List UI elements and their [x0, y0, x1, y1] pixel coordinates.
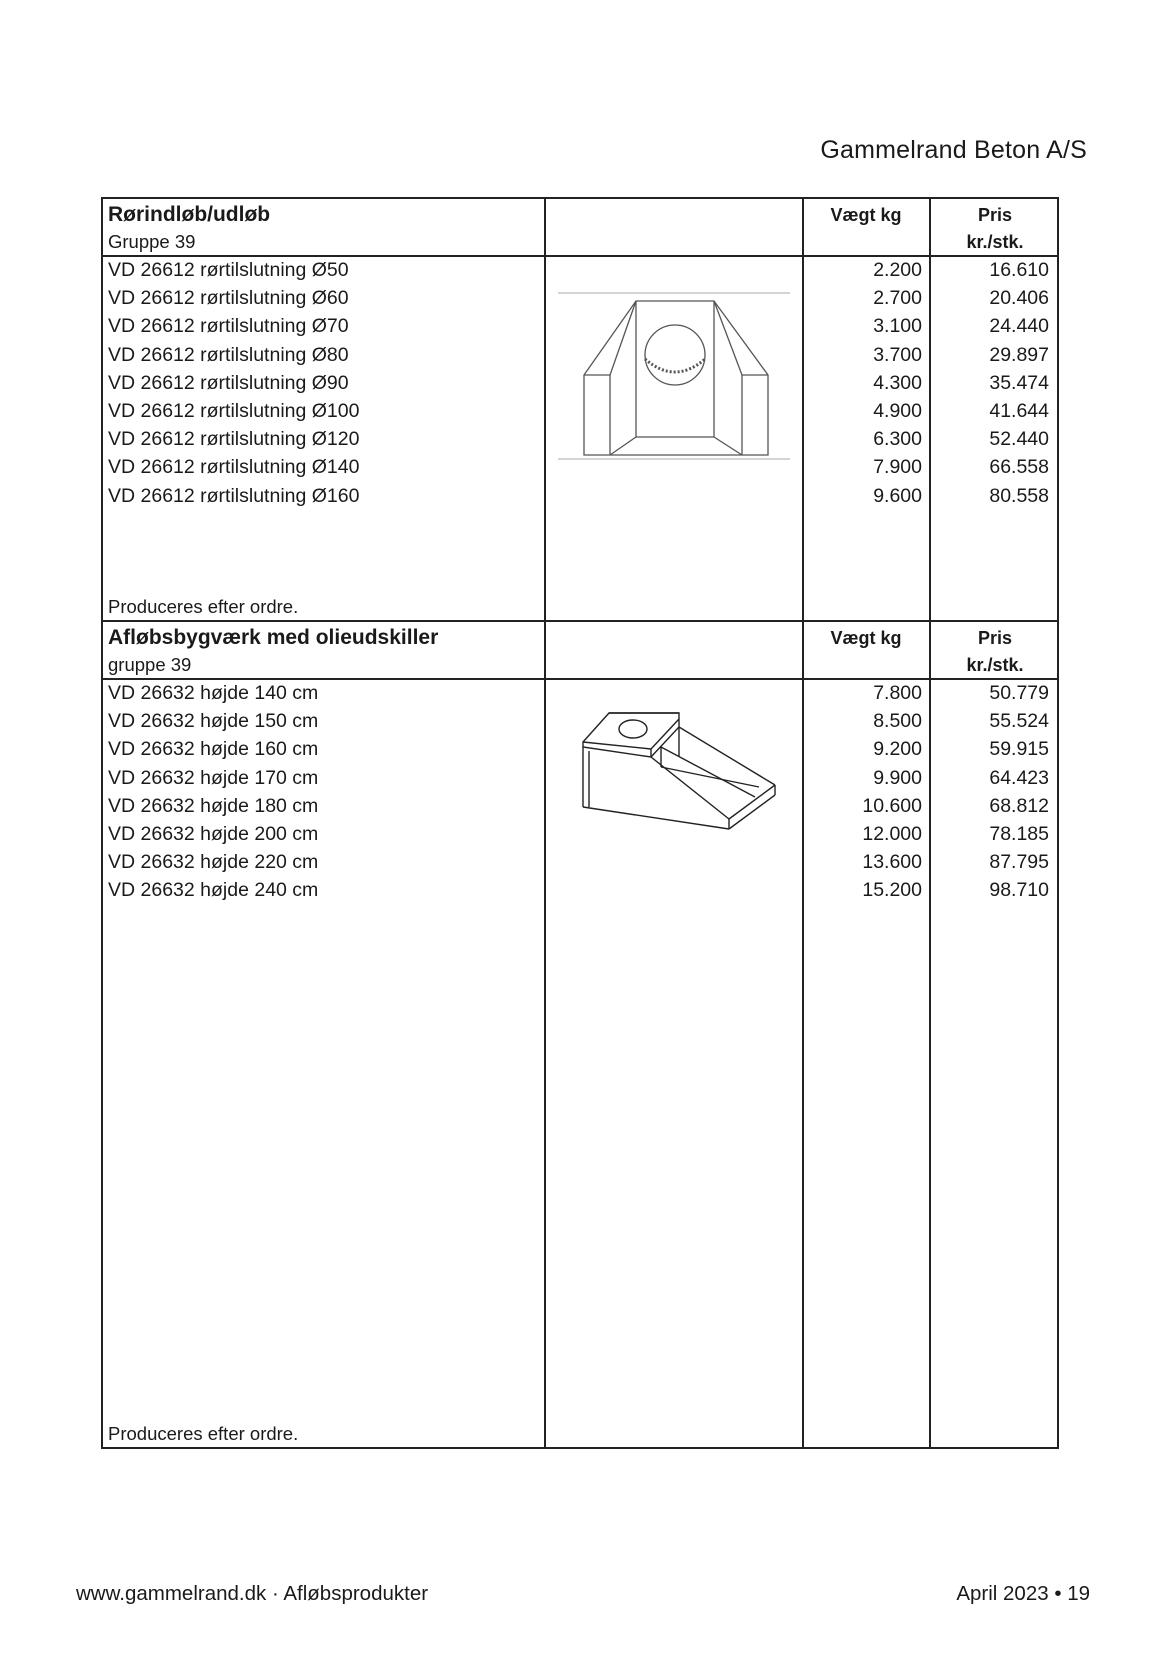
- section-group: Gruppe 39: [108, 231, 196, 252]
- table-row: VD 26612 rørtilslutning Ø80 3.700 29.897: [108, 343, 1049, 366]
- section-title: Rørindløb/udløb: [108, 203, 271, 226]
- table-row: VD 26632 højde 180 cm 10.600 68.812: [108, 794, 1049, 817]
- table-row: VD 26612 rørtilslutning Ø60 2.700 20.406: [108, 287, 1049, 310]
- table-row: VD 26632 højde 160 cm 9.200 59.915: [108, 738, 1049, 761]
- price-column-header: Pris: [977, 205, 1013, 225]
- weight-column-header: Vægt kg: [830, 628, 902, 648]
- price-column-header: Pris: [977, 628, 1013, 648]
- table-row: VD 26632 højde 220 cm 13.600 87.795: [108, 851, 1049, 874]
- table-row: VD 26632 højde 170 cm 9.900 64.423: [108, 766, 1049, 789]
- section-title: Afløbsbygværk med olieudskiller: [108, 626, 439, 649]
- oil-separator-drawing: [579, 707, 789, 857]
- table-row: VD 26632 højde 200 cm 12.000 78.185: [108, 822, 1049, 845]
- price-table: [101, 197, 1059, 1449]
- section-pipe-inlet: [101, 197, 1059, 622]
- table-row: VD 26612 rørtilslutning Ø70 3.100 24.440: [108, 315, 1049, 338]
- section-header: [103, 199, 1057, 257]
- table-row: VD 26632 højde 150 cm 8.500 55.524: [108, 710, 1049, 733]
- table-row: VD 26632 højde 140 cm 7.800 50.779: [108, 682, 1049, 704]
- weight-column-header: Vægt kg: [830, 205, 902, 225]
- pipe-connection-drawing: [556, 287, 792, 463]
- table-row: VD 26612 rørtilslutning Ø140 7.900 66.558: [108, 456, 1049, 479]
- production-note: Produceres efter ordre.: [108, 1423, 299, 1444]
- table-row: VD 26632 højde 240 cm 15.200 98.710: [108, 879, 1049, 902]
- price-unit-header: kr./stk.: [966, 232, 1024, 252]
- footer-website: www.gammelrand.dk · Afløbsprodukter: [76, 1582, 429, 1605]
- section-header: [103, 622, 1057, 680]
- section-oil-separator: [101, 622, 1059, 1449]
- table-row: VD 26612 rørtilslutning Ø50 2.200 16.610: [108, 259, 1049, 281]
- table-row: VD 26612 rørtilslutning Ø160 9.600 80.558: [108, 484, 1049, 507]
- table-row: VD 26612 rørtilslutning Ø100 4.900 41.644: [108, 399, 1049, 422]
- table-row: VD 26612 rørtilslutning Ø120 6.300 52.440: [108, 428, 1049, 451]
- footer-date-page: April 2023 • 19: [956, 1582, 1090, 1605]
- table-row: VD 26612 rørtilslutning Ø90 4.300 35.474: [108, 371, 1049, 394]
- section-group: gruppe 39: [108, 654, 192, 675]
- price-unit-header: kr./stk.: [966, 655, 1024, 675]
- production-note: Produceres efter ordre.: [108, 596, 299, 617]
- company-name: Gammelrand Beton A/S: [820, 136, 1087, 164]
